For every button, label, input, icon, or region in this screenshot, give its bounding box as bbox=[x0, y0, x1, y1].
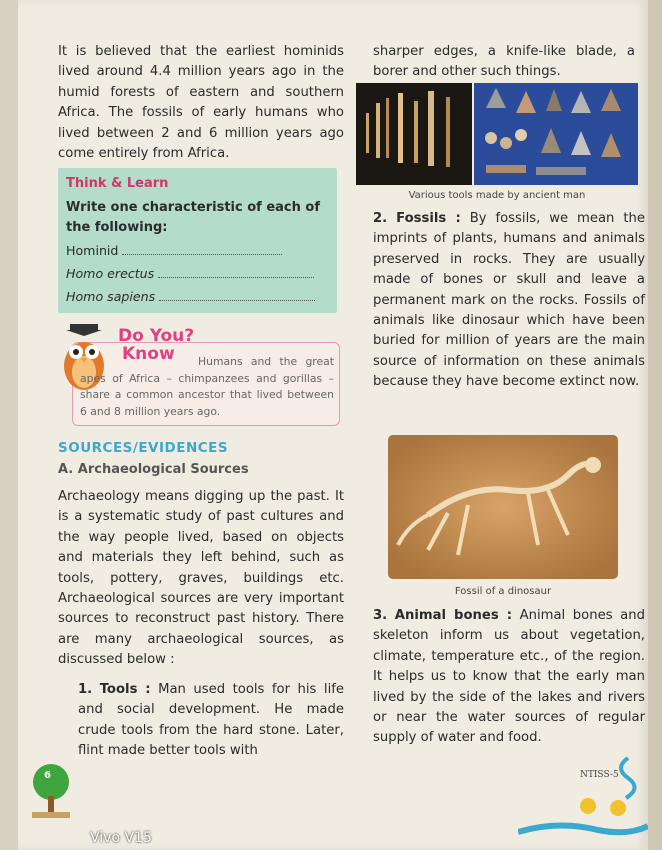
think-item-hominid: Hominid bbox=[66, 243, 328, 258]
think-item-homo-erectus: Homo erectus bbox=[66, 266, 328, 281]
page-number: 6 bbox=[44, 770, 51, 781]
think-item-homo-sapiens: Homo sapiens bbox=[66, 289, 328, 304]
tools-item: 1. Tools : Man used tools for his life and social development. He made crude tools from the hard stone. Later, flint made better tools with bbox=[78, 682, 344, 759]
dinosaur-fossil-photo bbox=[388, 435, 618, 579]
think-learn-title: Think & Learn bbox=[66, 176, 169, 191]
tree-page-number-icon bbox=[26, 762, 76, 826]
did-you-know-box bbox=[58, 322, 340, 426]
fossils-item: 2. Fossils : By fossils, we mean the imprints of plants, humans and animals preserved in rocks. They are usually made of bones or skull and leave a permanent mark on the rocks. Fossils of animals like dinosaur which have been buried for million of years are the main source of information on these animals because they have become extinct now. bbox=[373, 211, 645, 390]
think-learn-box bbox=[58, 168, 337, 313]
archaeological-sources-title: A. Archaeological Sources bbox=[58, 462, 249, 477]
tools-caption: Various tools made by ancient man bbox=[408, 190, 586, 201]
footer-code: NTISS-5 bbox=[580, 770, 619, 780]
did-you-know-text: Humans and the great apes of Africa – chimpanzees and gorillas – share a common ancestor that lived between 6 and 8 million years ago. bbox=[80, 355, 334, 418]
think-learn-question: Write one characteristic of each of the following: bbox=[66, 200, 321, 235]
textbook-page bbox=[18, 0, 648, 850]
camera-watermark: Vivo V15 bbox=[90, 830, 152, 846]
fossil-caption: Fossil of a dinosaur bbox=[454, 586, 552, 597]
tools-continued-text: sharper edges, a knife-like blade, a borer and other such things. bbox=[373, 44, 635, 80]
footer-decoration-icon bbox=[518, 748, 648, 844]
did-you-know-heading-2: Know bbox=[122, 344, 175, 364]
sources-section-title: SOURCES/EVIDENCES bbox=[58, 440, 229, 456]
intro-paragraph: It is believed that the earliest hominids lived around 4.4 million years ago in the humid forests of eastern and southern Africa. The fossils of early humans who lived between 2 and 6 million years ago come entirely from Africa. bbox=[58, 44, 344, 162]
page-edge bbox=[648, 0, 662, 850]
archaeology-paragraph: Archaeology means digging up the past. It is a systematic study of past cultures and the way people lived, based on objects and materials they left behind, such as tools, pottery, graves, buildings etc. Archaeological sources are very important sources to reconstruct past history. There are many archaeological sources, as discussed below : bbox=[58, 489, 344, 668]
did-you-know-heading-1: Do You? bbox=[118, 326, 195, 346]
animal-bones-item: 3. Animal bones : Animal bones and skeleton inform us about vegetation, climate, temperature etc., of the region. It helps us to know that the early man lived by the side of the lakes and rivers or near the water sources of regular supply of water and food. bbox=[373, 608, 645, 746]
ancient-tools-photo bbox=[356, 83, 638, 185]
